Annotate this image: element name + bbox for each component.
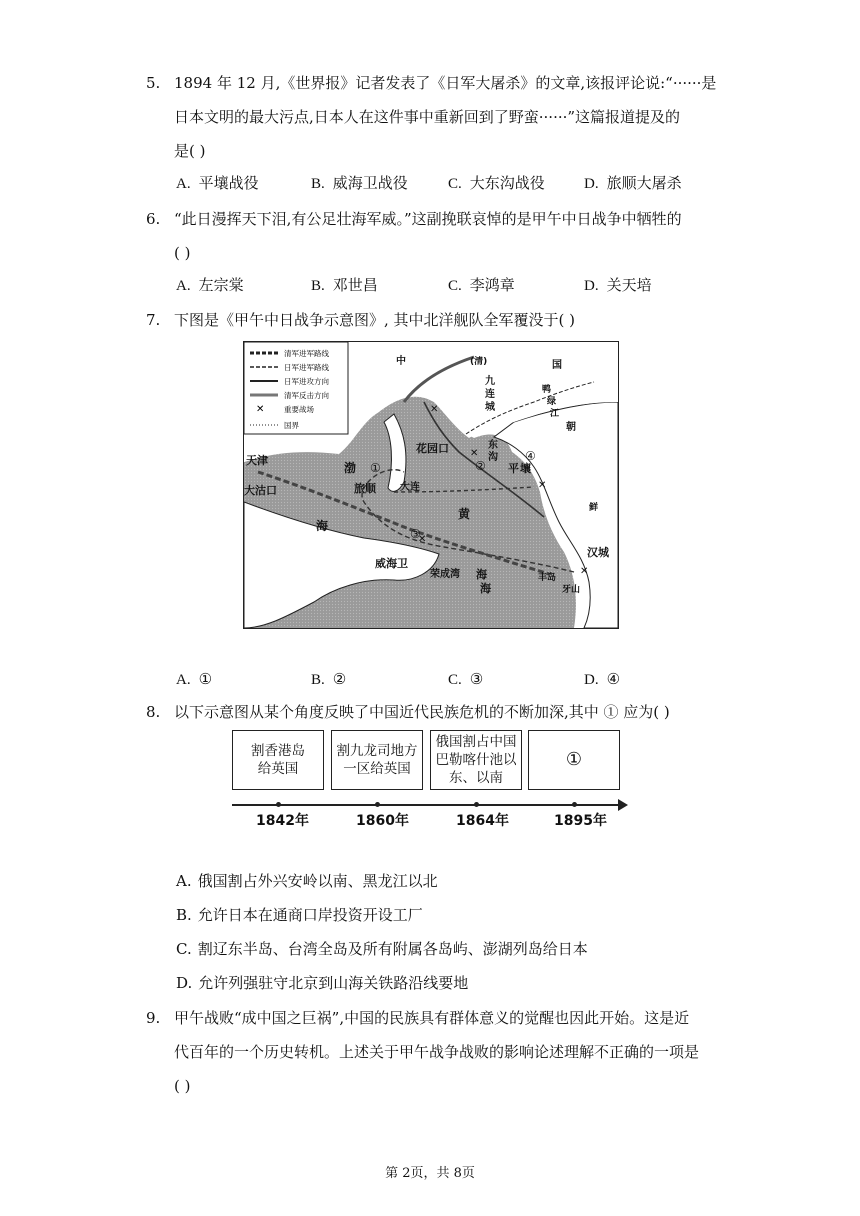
timeline-tick [572,802,577,807]
place-label: 大沽口 [244,484,277,497]
option-a[interactable]: A. 俄国割占外兴安岭以南、黑龙江以北 [176,872,438,890]
question-number: 6. [146,210,161,228]
place-label: 中 [396,356,406,367]
timeline-year: 1842年 [256,813,309,829]
question-line: 代百年的一个历史转机。上述关于甲午战争战败的影响论述理解不正确的一项是 [174,1043,700,1061]
question-number: 7. [146,311,161,329]
place-label: 壤 [520,462,531,475]
place-label: 九 [485,376,495,387]
place-label: 渤 [344,461,357,475]
question-line: ( ) [174,1077,191,1095]
page-footer: 第 2页，共 8页 [385,1166,475,1181]
option-b[interactable]: B. 允许日本在通商口岸投资开设工厂 [176,906,423,924]
battle-x: ✕ [580,566,589,577]
legend-text-3: 日军进攻方向 [284,377,329,386]
question-line: 甲午战败“成中国之巨祸”,中国的民族具有群体意义的觉醒也因此开始。这是近 [174,1009,690,1027]
place-label: 朝 [566,422,576,433]
place-label: 鸭 [542,385,552,395]
question-text [174,66,719,168]
question-7-options [176,664,736,694]
place-label: 大连 [400,482,420,493]
option-c[interactable]: C. 割辽东半岛、台湾全岛及所有附属各岛屿、澎湖列岛给日本 [176,940,588,958]
legend-text-1: 清军进军路线 [284,349,329,358]
battle-x: ✕ [470,448,479,459]
timeline-year: 1860年 [356,813,409,829]
question-number: 5. [146,74,161,92]
option-a[interactable]: A. 平壤战役 [176,174,259,192]
question-line: “此日漫挥天下泪,有公足壮海军威。”这副挽联哀悼的是甲午中日战争中牺牲的 [174,210,682,228]
timeline-tick [276,802,281,807]
question-line: 是( ) [174,142,206,160]
question-8 [146,695,726,729]
place-label: 天津 [246,454,268,467]
place-label: 黄 [458,507,471,521]
place-label: 绿 [547,397,557,407]
option-b[interactable]: B. 邓世昌 [311,276,378,294]
legend-text-2: 日军进军路线 [284,363,329,372]
battle-x: ✕ [430,404,439,415]
question-text [174,1001,719,1103]
place-label: (清) [470,357,488,367]
place-label: 城 [485,402,495,413]
legend-text-4: 清军反击方向 [284,391,329,400]
option-a[interactable]: A. ① [176,670,213,688]
battle-x: ✕ [538,480,547,491]
place-label: 平 [508,462,519,475]
question-6-options [176,270,736,300]
option-c[interactable]: C. ③ [448,670,484,688]
option-d[interactable]: D. 旅顺大屠杀 [584,174,682,192]
question-text [174,202,719,270]
question-6 [146,202,726,272]
place-label: 汉城 [587,546,609,559]
war-map [243,341,619,629]
question-5 [146,66,726,176]
option-c[interactable]: C. 大东沟战役 [448,174,545,192]
timeline-tick [375,802,380,807]
marker-4: ④ [525,449,536,463]
question-text: 下图是《甲午中日战争示意图》, 其中北洋舰队全军覆没于( ) [174,311,576,329]
question-line: 日本文明的最大污点,日本人在这件事中重新回到了野蛮······”这篇报道提及的 [174,108,681,126]
timeline-diagram [232,730,632,834]
legend-text-5: 重要战场 [284,405,314,414]
option-d[interactable]: D. 关天培 [584,276,652,294]
option-d[interactable]: D. 允许列强驻守北京到山海关铁路沿线要地 [176,974,469,992]
place-label: 牙山 [562,585,581,595]
timeline-box-1864: 俄国割占中国 巴勒喀什池以 东、以南 [430,730,522,790]
option-a[interactable]: A. 左宗棠 [176,276,244,294]
option-c[interactable]: C. 李鸿章 [448,276,515,294]
question-line: 1894 年 12 月,《世界报》记者发表了《日军大屠杀》的文章,该报评论说:“······是 [174,74,717,92]
question-number: 9. [146,1009,161,1027]
place-label: 花园口 [416,442,449,455]
place-label: 连 [485,389,495,400]
question-number: 8. [146,703,161,721]
timeline-year: 1895年 [554,813,607,829]
place-label: 丰岛 [538,573,557,583]
question-line: ( ) [174,244,191,262]
question-5-options [176,168,736,198]
place-label: 江 [550,409,560,419]
question-text: 以下示意图从某个角度反映了中国近代民族危机的不断加深,其中 ① 应为( ) [174,703,670,721]
battle-x: ✕ [418,534,427,545]
place-label: 威海卫 [375,557,408,570]
place-label: 东 [488,440,498,451]
place-label: 海 [476,568,487,581]
timeline-axis [232,804,622,806]
place-label: 海 [316,519,329,533]
legend-text-6: 国界 [284,421,299,430]
timeline-year: 1864年 [456,813,509,829]
place-label: 沟 [488,452,498,463]
timeline-box-1860: 割九龙司地方 一区给英国 [331,730,423,790]
place-label: 国 [552,360,562,371]
timeline-box-1895: ① [528,730,620,790]
marker-2: ② [475,459,486,473]
place-label: 鲜 [589,503,599,513]
option-b[interactable]: B. 威海卫战役 [311,174,408,192]
option-d[interactable]: D. ④ [584,670,621,688]
question-9 [146,1001,726,1105]
timeline-arrow [618,799,628,811]
marker-1: ① [370,461,381,475]
marker-3: ③ [410,527,421,541]
timeline-box-1842: 割香港岛 给英国 [232,730,324,790]
svg-text:✕: ✕ [256,404,265,415]
option-b[interactable]: B. ② [311,670,347,688]
place-label: 荣成湾 [430,569,460,580]
place-label: 旅顺 [354,482,376,495]
map-graphic [244,342,618,628]
question-7 [146,303,726,337]
timeline-tick [474,802,479,807]
place-label: 海 [480,582,491,595]
